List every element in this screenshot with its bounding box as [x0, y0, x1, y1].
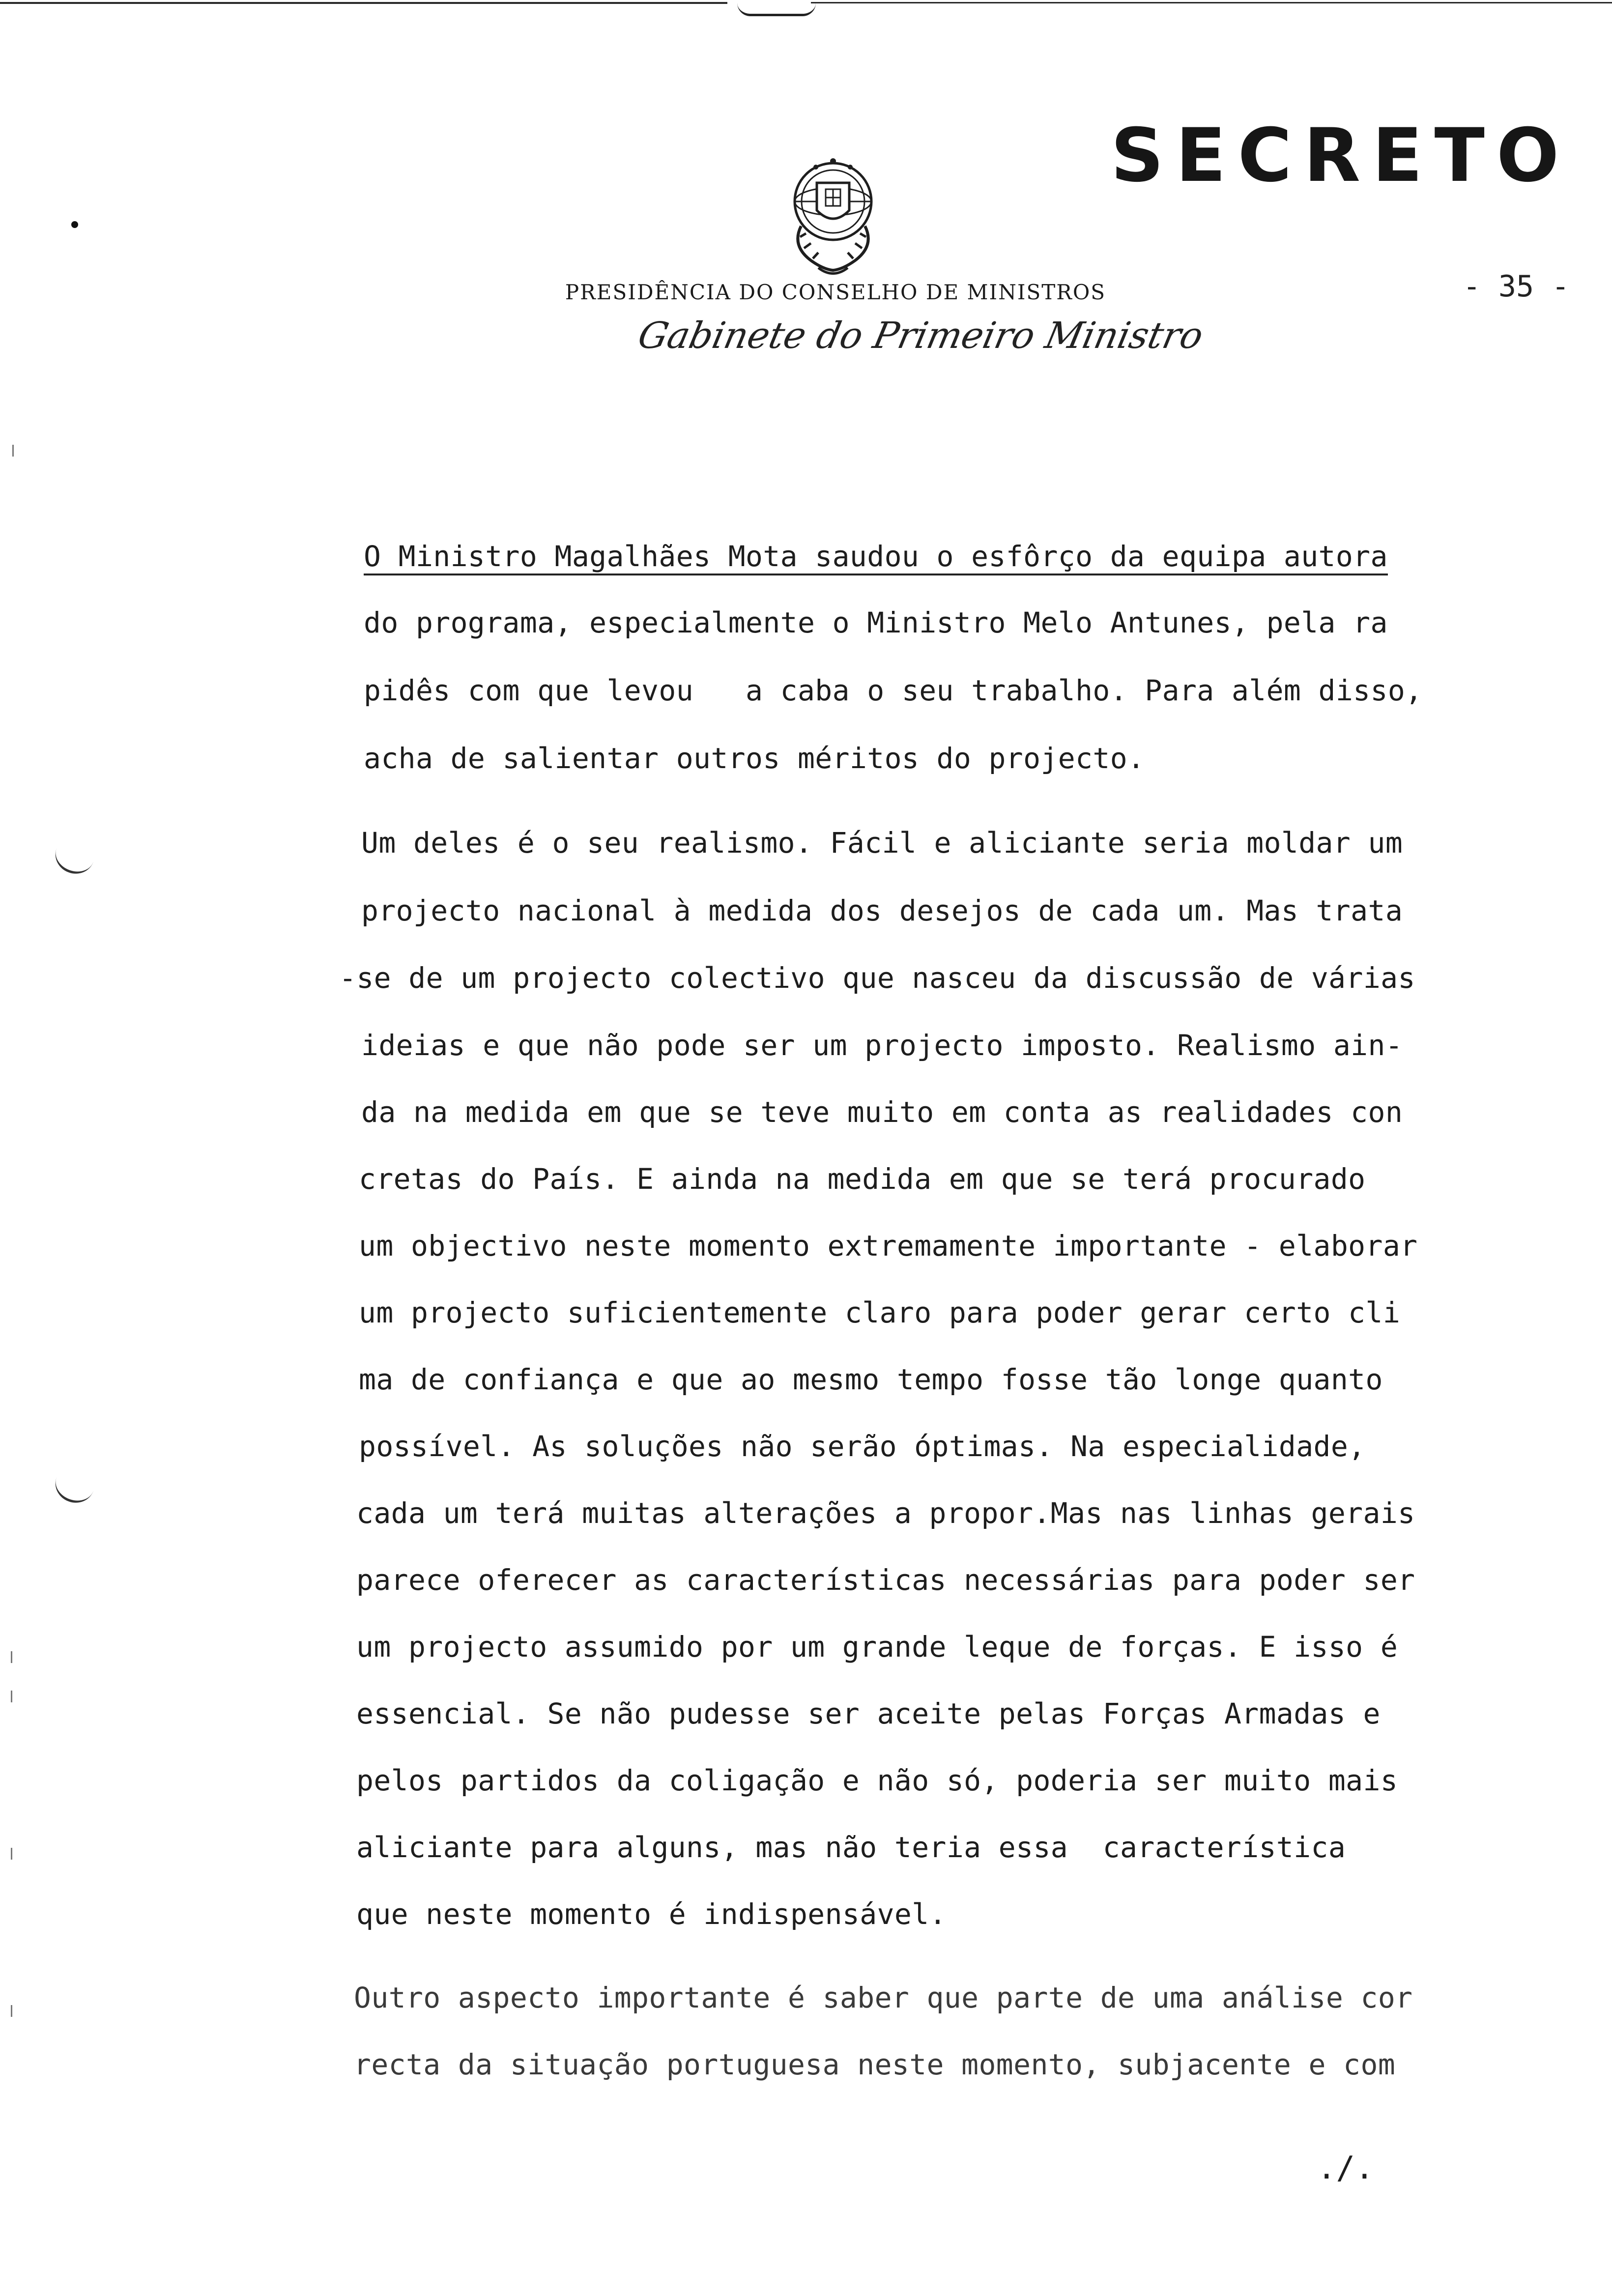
body-line: da na medida em que se teve muito em conta as realidades con — [361, 1095, 1403, 1129]
body-line: O Ministro Magalhães Mota saudou o esfôrço da equipa autora — [364, 539, 1388, 575]
body-line: cada um terá muitas alterações a propor.Mas nas linhas gerais — [356, 1496, 1415, 1530]
body-line: aliciante para alguns, mas não teria essa característica — [356, 1831, 1346, 1864]
top-border-rule-right — [811, 2, 1612, 3]
body-line: possível. As soluções não serão óptimas. Na especialidade, — [359, 1430, 1366, 1463]
body-line: um objectivo neste momento extremamente importante - elaborar — [359, 1229, 1418, 1263]
body-line: do programa, especialmente o Ministro Melo Antunes, pela ra — [364, 606, 1388, 639]
body-line: recta da situação portuguesa neste momento, subjacente e com — [354, 2048, 1396, 2081]
body-line: pelos partidos da coligação e não só, poderia ser muito mais — [356, 1764, 1398, 1797]
body-line: acha de salientar outros méritos do projecto. — [364, 742, 1145, 775]
body-line: que neste momento é indispensável. — [356, 1897, 947, 1931]
margin-dot — [71, 221, 78, 228]
margin-tick — [11, 1848, 12, 1860]
body-line: projecto nacional à medida dos desejos de cada um. Mas trata — [361, 894, 1403, 927]
top-scan-mark — [737, 3, 816, 16]
body-line: essencial. Se não pudesse ser aceite pelas Forças Armadas e — [356, 1697, 1381, 1730]
margin-tick — [11, 1651, 12, 1663]
margin-tick — [11, 2005, 12, 2017]
office-signature-heading: Gabinete do Primeiro Ministro — [634, 315, 1207, 357]
margin-punch-mark — [50, 1460, 100, 1508]
body-line: um projecto assumido por um grande leque de forças. E isso é — [356, 1630, 1398, 1664]
body-line: cretas do País. E ainda na medida em que se terá procurado — [359, 1162, 1366, 1196]
margin-punch-mark — [50, 831, 100, 879]
body-line: -se de um projecto colectivo que nasceu da discussão de várias — [339, 961, 1415, 995]
body-line: ma de confiança e que ao mesmo tempo fosse tão longe quanto — [359, 1363, 1383, 1396]
institution-heading: PRESIDÊNCIA DO CONSELHO DE MINISTROS — [565, 280, 1106, 304]
body-line: Um deles é o seu realismo. Fácil e aliciante seria moldar um — [361, 826, 1403, 860]
continuation-mark: ./. — [1317, 2150, 1374, 2186]
body-line: pidês com que levou a caba o seu trabalho. Para além disso, — [364, 674, 1423, 707]
margin-tick — [11, 1691, 12, 1702]
body-line: Outro aspecto importante é saber que parte de uma análise cor — [354, 1981, 1413, 2014]
body-line: um projecto suficientemente claro para poder gerar certo cli — [359, 1296, 1401, 1329]
body-line: parece oferecer as características necessárias para poder ser — [356, 1563, 1415, 1597]
coat-of-arms-emblem — [772, 147, 894, 285]
top-border-rule — [0, 2, 727, 4]
page-number: - 35 - — [1463, 269, 1570, 304]
classification-stamp: SECRETO — [1111, 113, 1571, 199]
body-line: ideias e que não pode ser um projecto imposto. Realismo ain- — [361, 1029, 1403, 1062]
margin-tick — [12, 445, 14, 457]
